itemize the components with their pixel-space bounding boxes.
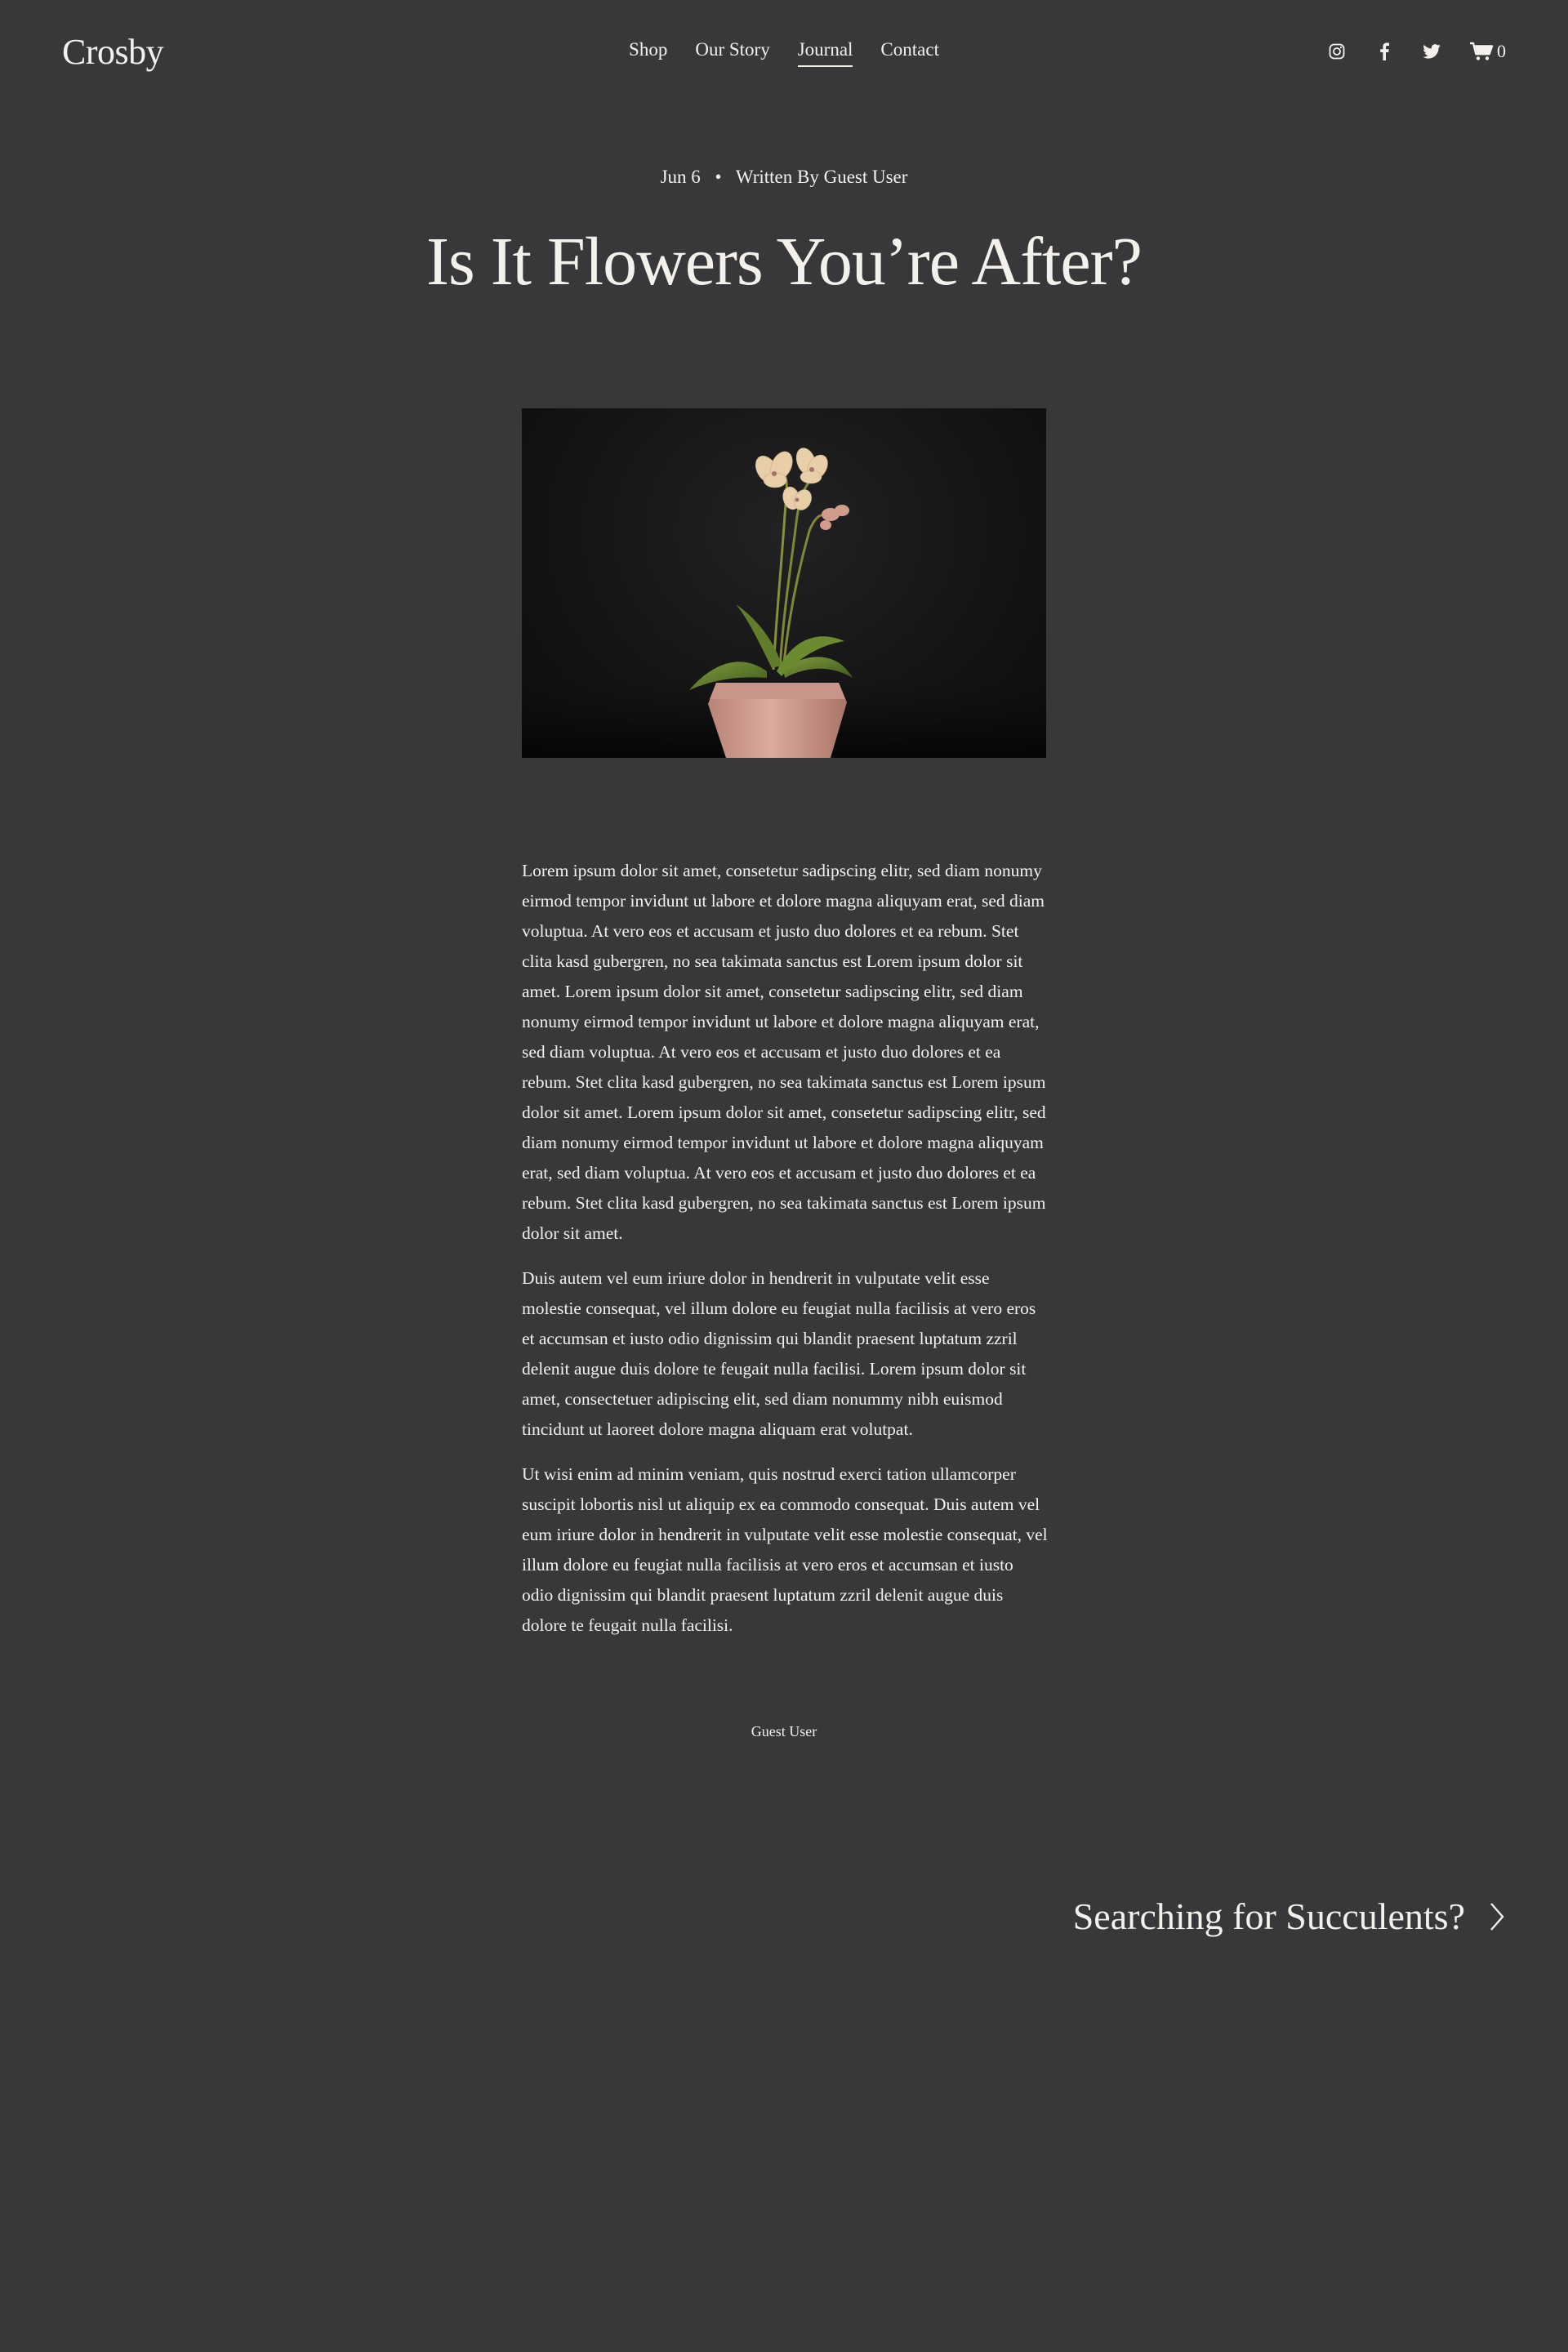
meta-separator: • bbox=[715, 167, 722, 187]
cart-button[interactable] bbox=[1469, 41, 1506, 62]
post-paragraph: Ut wisi enim ad minim veniam, quis nostrud exerci tation ullamcorper suscipit lobortis nisl ut aliquip ex ea commodo consequat. Duis autem vel eum iriure dolor in hendrerit in vulputate velit esse molestie consequat, vel illum dolore eu feugiat nulla facilisis at vero eros et accumsan et iusto odio dignissim qui blandit praesent luptatum zzril delenit augue duis dolore te feugait nulla facilisi. bbox=[522, 1464, 1048, 1635]
header-actions bbox=[1327, 39, 1506, 64]
site-logo[interactable]: Crosby bbox=[62, 32, 164, 72]
nav-journal[interactable]: Journal bbox=[798, 39, 853, 67]
site-header bbox=[0, 0, 1568, 105]
next-post-link[interactable] bbox=[1073, 1895, 1506, 1938]
cart-count: 0 bbox=[1497, 41, 1506, 61]
instagram-icon[interactable] bbox=[1327, 42, 1347, 61]
chevron-right-icon bbox=[1488, 1900, 1506, 1933]
post-body bbox=[522, 856, 1049, 1655]
twitter-icon[interactable] bbox=[1422, 42, 1441, 61]
cart-icon bbox=[1469, 42, 1494, 61]
nav-shop[interactable]: Shop bbox=[629, 39, 668, 60]
post-paragraph: Lorem ipsum dolor sit amet, consetetur sadipscing elitr, sed diam nonumy eirmod tempor invidunt ut labore et dolore magna aliquyam erat, sed diam voluptua. At vero eos et accusam et justo duo dolores et ea rebum. Stet clita kasd gubergren, no sea takimata sanctus est Lorem ipsum dolor sit amet. Lorem ipsum dolor sit amet, consetetur sadipscing elitr, sed diam nonumy eirmod tempor invidunt ut labore et dolore magna aliquyam erat, sed diam voluptua. At vero eos et accusam et justo duo dolores et ea rebum. Stet clita kasd gubergren, no sea takimata sanctus est Lorem ipsum dolor sit amet. Lorem ipsum dolor sit amet, consetetur sadipscing elitr, sed diam nonumy eirmod tempor invidunt ut labore et dolore magna aliquyam erat, sed diam voluptua. At vero eos et accusam et justo duo dolores et ea rebum. Stet clita kasd gubergren, no sea takimata sanctus est Lorem ipsum dolor sit amet. bbox=[522, 861, 1046, 1243]
post-byline[interactable]: Written By Guest User bbox=[735, 167, 908, 187]
next-post-title: Searching for Succulents? bbox=[1072, 1895, 1465, 1937]
nav-contact[interactable]: Contact bbox=[880, 39, 939, 60]
nav-our-story[interactable]: Our Story bbox=[695, 39, 770, 60]
post-title: Is It Flowers You’re After? bbox=[426, 224, 1142, 300]
post-author[interactable]: Guest User bbox=[751, 1723, 817, 1740]
post-meta bbox=[0, 167, 1568, 188]
post-paragraph: Duis autem vel eum iriure dolor in hendrerit in vulputate velit esse molestie consequat, vel illum dolore eu feugiat nulla facilisis at vero eros et accumsan et iusto odio dignissim qui blandit praesent luptatum zzril delenit augue duis dolore te feugait nulla facilisi. Lorem ipsum dolor sit amet, consectetuer adipiscing elit, sed diam nonummy nibh euismod tincidunt ut laoreet dolore magna aliquam erat volutpat. bbox=[522, 1268, 1036, 1439]
post-date[interactable]: Jun 6 bbox=[660, 167, 701, 187]
post-hero-image bbox=[522, 408, 1046, 758]
facebook-icon[interactable] bbox=[1374, 42, 1394, 61]
